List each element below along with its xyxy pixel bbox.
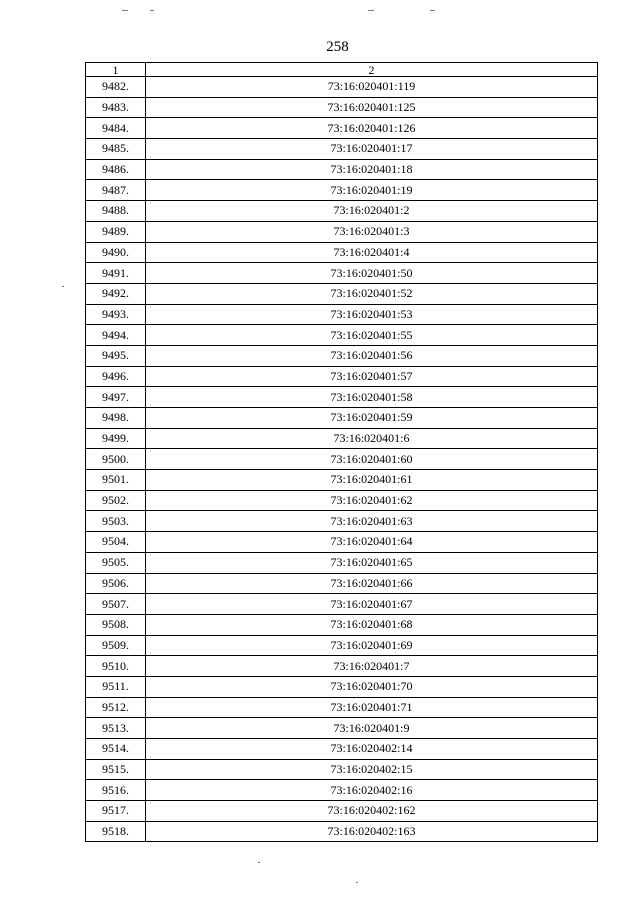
table-row [86,718,598,739]
cadastral-number-cell: 73:16:020401:62 [146,490,598,511]
row-number-cell: 9514. [86,739,146,760]
table-row [86,614,598,635]
cadastral-number-cell: 73:16:020401:58 [146,387,598,408]
page-number: 258 [326,39,349,55]
row-number-cell: 9500. [86,449,146,470]
row-number-cell: 9504. [86,532,146,553]
cadastral-number-cell: 73:16:020401:53 [146,304,598,325]
row-number-cell: 9515. [86,759,146,780]
column-header-cadastral: 2 [146,63,598,77]
table-row [86,242,598,263]
scan-speck [368,10,374,11]
cadastral-number-cell: 73:16:020401:70 [146,676,598,697]
table-row [86,739,598,760]
row-number-cell: 9486. [86,159,146,180]
table-row [86,656,598,677]
cadastral-number-cell: 73:16:020401:3 [146,221,598,242]
cadastral-number-cell: 73:16:020401:4 [146,242,598,263]
cadastral-number-cell: 73:16:020401:71 [146,697,598,718]
row-number-cell: 9487. [86,180,146,201]
cadastral-number-cell: 73:16:020401:17 [146,139,598,160]
table-row [86,470,598,491]
cadastral-number-cell: 73:16:020401:9 [146,718,598,739]
table-row [86,573,598,594]
table-row [86,635,598,656]
row-number-cell: 9512. [86,697,146,718]
cadastral-number-cell: 73:16:020401:55 [146,325,598,346]
cadastral-number-cell: 73:16:020401:68 [146,614,598,635]
cadastral-number-cell: 73:16:020401:119 [146,77,598,98]
cadastral-number-cell: 73:16:020401:67 [146,594,598,615]
table-row [86,139,598,160]
cadastral-number-cell: 73:16:020402:162 [146,801,598,822]
row-number-cell: 9496. [86,366,146,387]
table-row [86,552,598,573]
row-number-cell: 9499. [86,428,146,449]
scan-speck [150,10,154,11]
table-row [86,387,598,408]
row-number-cell: 9495. [86,345,146,366]
row-number-cell: 9497. [86,387,146,408]
row-number-cell: 9502. [86,490,146,511]
row-number-cell: 9490. [86,242,146,263]
cadastral-number-cell: 73:16:020401:7 [146,656,598,677]
row-number-cell: 9511. [86,676,146,697]
table-header-row [86,63,598,77]
row-number-cell: 9516. [86,780,146,801]
table-row [86,511,598,532]
cadastral-number-cell: 73:16:020402:15 [146,759,598,780]
row-number-cell: 9505. [86,552,146,573]
cadastral-number-cell: 73:16:020401:61 [146,470,598,491]
table-row [86,366,598,387]
scan-speck [122,10,128,11]
row-number-cell: 9485. [86,139,146,160]
row-number-cell: 9489. [86,221,146,242]
cadastral-number-cell: 73:16:020401:65 [146,552,598,573]
table-row [86,159,598,180]
row-number-cell: 9509. [86,635,146,656]
table-row [86,759,598,780]
scan-speck [430,10,435,11]
cadastral-number-table [85,62,598,842]
cadastral-number-cell: 73:16:020401:69 [146,635,598,656]
column-header-number: 1 [86,63,146,77]
cadastral-number-cell: 73:16:020401:126 [146,118,598,139]
cadastral-number-cell: 73:16:020401:63 [146,511,598,532]
table-row [86,180,598,201]
row-number-cell: 9484. [86,118,146,139]
table-body [86,77,598,842]
table-row [86,449,598,470]
cadastral-number-cell: 73:16:020401:56 [146,345,598,366]
cadastral-number-cell: 73:16:020401:66 [146,573,598,594]
table-row [86,697,598,718]
row-number-cell: 9498. [86,408,146,429]
row-number-cell: 9492. [86,283,146,304]
table-row [86,221,598,242]
cadastral-number-cell: 73:16:020401:2 [146,201,598,222]
cadastral-number-cell: 73:16:020401:59 [146,408,598,429]
row-number-cell: 9508. [86,614,146,635]
table-row [86,304,598,325]
table-row [86,263,598,284]
cadastral-number-cell: 73:16:020402:16 [146,780,598,801]
row-number-cell: 9482. [86,77,146,98]
row-number-cell: 9488. [86,201,146,222]
cadastral-number-cell: 73:16:020401:18 [146,159,598,180]
table-row [86,77,598,98]
row-number-cell: 9501. [86,470,146,491]
table-row [86,801,598,822]
scan-speck [258,862,260,863]
cadastral-number-cell: 73:16:020401:64 [146,532,598,553]
row-number-cell: 9493. [86,304,146,325]
table-row [86,780,598,801]
table-row [86,428,598,449]
table-row [86,490,598,511]
table-row [86,676,598,697]
row-number-cell: 9491. [86,263,146,284]
cadastral-number-cell: 73:16:020401:19 [146,180,598,201]
cadastral-number-cell: 73:16:020401:52 [146,283,598,304]
table-row [86,345,598,366]
row-number-cell: 9517. [86,801,146,822]
cadastral-number-cell: 73:16:020401:6 [146,428,598,449]
cadastral-number-cell: 73:16:020401:50 [146,263,598,284]
cadastral-number-cell: 73:16:020401:60 [146,449,598,470]
cadastral-number-cell: 73:16:020401:125 [146,97,598,118]
table-row [86,594,598,615]
row-number-cell: 9518. [86,821,146,842]
table-row [86,283,598,304]
scan-speck [62,286,64,287]
row-number-cell: 9483. [86,97,146,118]
table-row [86,821,598,842]
cadastral-number-cell: 73:16:020402:163 [146,821,598,842]
row-number-cell: 9506. [86,573,146,594]
row-number-cell: 9513. [86,718,146,739]
scan-speck [356,882,358,883]
table-row [86,118,598,139]
table-row [86,201,598,222]
row-number-cell: 9507. [86,594,146,615]
table-row [86,532,598,553]
table-row [86,97,598,118]
row-number-cell: 9503. [86,511,146,532]
table-row [86,408,598,429]
cadastral-number-cell: 73:16:020402:14 [146,739,598,760]
table-row [86,325,598,346]
row-number-cell: 9510. [86,656,146,677]
row-number-cell: 9494. [86,325,146,346]
cadastral-number-cell: 73:16:020401:57 [146,366,598,387]
